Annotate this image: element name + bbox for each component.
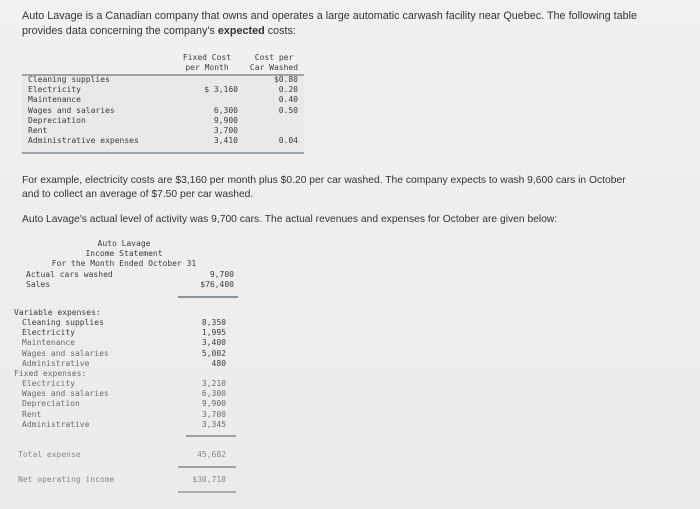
actual-cars-value: 9,700	[209, 270, 234, 279]
table-cell-variable: 0.20	[278, 85, 298, 95]
header-variable-line-1: Cost per	[254, 53, 294, 62]
table-cell-fixed: 3,700	[213, 125, 238, 135]
table-row-label: Wages and salaries	[28, 105, 115, 115]
list-item-value: 3,700	[201, 409, 226, 419]
table-cell-fixed: 3,410	[213, 136, 238, 146]
variable-expense-labels	[22, 318, 109, 369]
table-cell-variable	[244, 116, 298, 126]
header-fixed-line-1: Fixed Cost	[182, 53, 232, 62]
total-underline	[178, 466, 236, 468]
expected-cost-table	[22, 50, 304, 154]
list-item: Administrative	[22, 419, 90, 429]
cost-fixed-values	[172, 75, 238, 146]
table-row-label: Cleaning supplies	[28, 75, 110, 84]
list-item-value: 6,300	[201, 389, 226, 399]
intro-text	[22, 9, 682, 39]
intro-line-2	[22, 24, 682, 39]
intro-line-1: Auto Lavage is a Canadian company that owns and operates a large automatic carwash facility near Quebec. The following table	[22, 10, 637, 22]
statement-title	[14, 239, 234, 270]
net-operating-income-value: $30,718	[192, 475, 226, 484]
table-row-label: Depreciation	[28, 115, 86, 125]
expenses-underline	[186, 435, 236, 437]
actual-activity-paragraph	[22, 213, 687, 227]
table-row-label: Rent	[28, 126, 48, 136]
list-item-value: 3,400	[201, 338, 226, 348]
fixed-expense-labels	[22, 379, 109, 430]
list-item-value: 3,345	[201, 419, 226, 429]
list-item: Wages and salaries	[22, 348, 109, 358]
cost-row-labels	[28, 75, 139, 146]
net-income-double-underline	[178, 491, 236, 493]
header-variable-cost	[244, 53, 304, 73]
table-cell-fixed: $ 3,160	[204, 85, 238, 95]
table-cell-fixed: 9,900	[213, 115, 238, 125]
sales-value: $76,400	[200, 280, 234, 289]
list-item: Electricity	[22, 379, 75, 388]
statement-title-name: Income Statement	[85, 249, 163, 259]
sales-label: Sales	[26, 280, 51, 289]
cost-variable-values	[244, 75, 298, 146]
fixed-expenses-header: Fixed expenses:	[14, 369, 87, 378]
list-item-value: 3,210	[201, 379, 226, 388]
table-row-label: Administrative expenses	[28, 136, 139, 146]
list-item: Rent	[22, 409, 42, 419]
list-item-value: 5,002	[201, 348, 226, 358]
net-operating-income-label: Net operating income	[18, 475, 115, 484]
total-expense-label: Total expense	[18, 450, 81, 459]
table-cell-fixed	[172, 95, 238, 105]
actual-activity-line: Auto Lavage's actual level of activity was 9,700 cars. The actual revenues and expenses for October are given below:	[22, 214, 558, 225]
example-line-2: and to collect an average of $7.50 per car washed.	[22, 188, 254, 200]
header-fixed-line-2: per Month	[185, 63, 229, 73]
list-item-value: 9,900	[201, 399, 226, 409]
table-bottom-rule	[22, 152, 304, 154]
list-item-value: 8,350	[201, 318, 226, 327]
example-line-1: For example, electricity costs are $3,160 per month plus $0.20 per car washed. The company expects to wash 9,600 cars in October	[22, 175, 626, 186]
list-item: Administrative	[22, 358, 90, 368]
total-expense-value: 45,682	[197, 450, 226, 459]
income-statement	[0, 236, 260, 506]
header-fixed-cost	[174, 53, 240, 73]
statement-title-period: For the Month Ended October 31	[51, 259, 197, 269]
table-row-label: Electricity	[28, 85, 81, 95]
table-cell-variable: 0.04	[278, 136, 298, 146]
variable-expense-values	[168, 318, 226, 369]
list-item-value: 480	[211, 358, 226, 368]
list-item: Cleaning supplies	[22, 318, 104, 327]
list-item: Maintenance	[22, 338, 75, 348]
actual-cars-label: Actual cars washed	[26, 270, 113, 279]
list-item: Wages and salaries	[22, 389, 109, 399]
table-row-label: Maintenance	[28, 95, 81, 105]
intro-line-2-pre: provides data concerning the company's	[22, 25, 218, 37]
list-item: Electricity	[22, 328, 75, 338]
table-cell-variable: 0.40	[278, 95, 298, 105]
intro-expected-bold: expected	[217, 25, 265, 37]
list-item: Depreciation	[22, 399, 80, 409]
table-cell-variable: $0.80	[273, 75, 298, 84]
sales-underline	[178, 296, 238, 298]
variable-expenses-header: Variable expenses:	[14, 308, 101, 317]
list-item-value: 1,995	[201, 328, 226, 338]
table-cell-fixed	[172, 75, 238, 85]
table-cell-variable	[244, 126, 298, 136]
statement-title-company: Auto Lavage	[97, 239, 151, 248]
table-cell-variable: 0.50	[278, 105, 298, 115]
example-paragraph	[22, 174, 687, 201]
intro-line-2-post: costs:	[264, 25, 296, 37]
header-variable-line-2: Car Washed	[249, 63, 299, 73]
table-cell-fixed: 6,300	[213, 105, 238, 115]
fixed-expense-values	[168, 379, 226, 430]
